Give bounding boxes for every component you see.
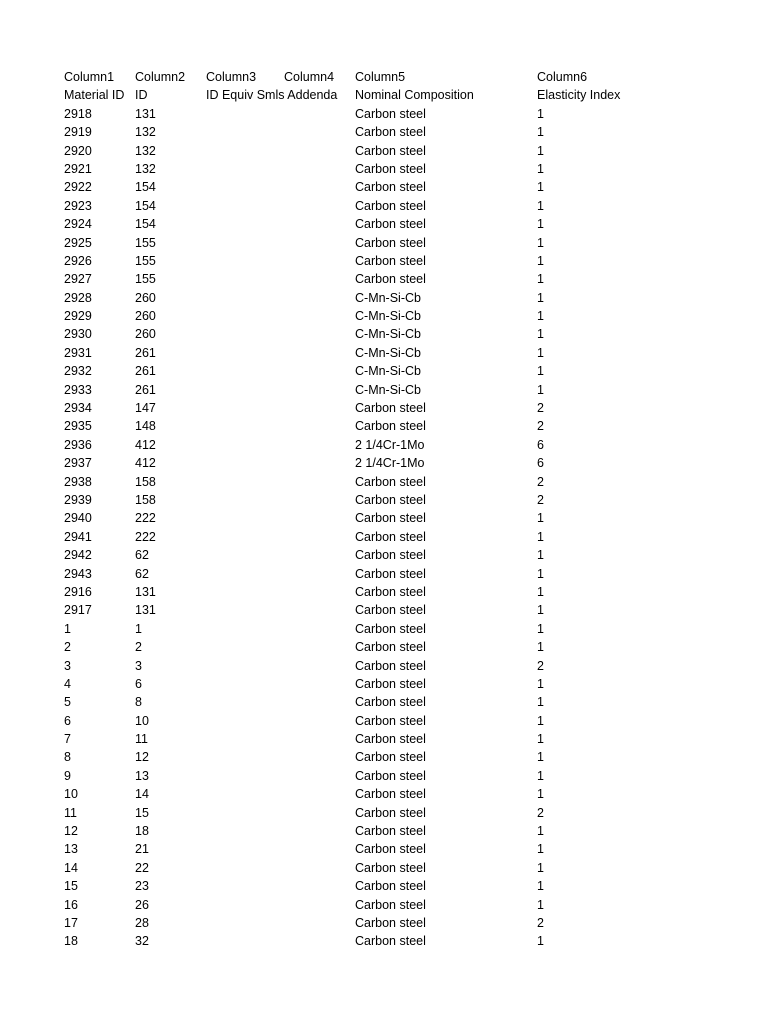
table-row bbox=[0, 325, 768, 343]
table-row bbox=[0, 491, 768, 509]
material-id-cell: 2936 bbox=[64, 437, 92, 452]
table-row bbox=[0, 381, 768, 399]
table-row bbox=[0, 730, 768, 748]
id-cell: 148 bbox=[135, 419, 156, 434]
id-cell: 222 bbox=[135, 529, 156, 544]
header-cell-column1: Column1 bbox=[64, 70, 115, 84]
table-row bbox=[0, 454, 768, 472]
elasticity-index-cell: 1 bbox=[537, 934, 544, 949]
material-id-cell: 17 bbox=[64, 915, 78, 930]
id-cell: 154 bbox=[135, 198, 156, 213]
elasticity-index-cell: 1 bbox=[537, 217, 544, 232]
material-id-cell: 14 bbox=[64, 860, 78, 875]
nominal-composition-cell: Carbon steel bbox=[355, 161, 426, 176]
elasticity-index-cell: 1 bbox=[537, 529, 544, 544]
nominal-composition-cell: C-Mn-Si-Cb bbox=[355, 345, 421, 360]
nominal-composition-cell: Carbon steel bbox=[355, 106, 426, 121]
elasticity-index-cell: 2 bbox=[537, 401, 544, 416]
id-cell: 260 bbox=[135, 327, 156, 342]
material-id-cell: 8 bbox=[64, 750, 71, 765]
elasticity-index-cell: 1 bbox=[537, 511, 544, 526]
nominal-composition-cell: Carbon steel bbox=[355, 640, 426, 655]
table-row bbox=[0, 546, 768, 564]
table-row bbox=[0, 601, 768, 619]
id-cell: 131 bbox=[135, 106, 156, 121]
material-id-cell: 9 bbox=[64, 768, 71, 783]
material-id-cell: 2929 bbox=[64, 309, 92, 324]
material-id-cell: 2935 bbox=[64, 419, 92, 434]
nominal-composition-cell: Carbon steel bbox=[355, 548, 426, 563]
elasticity-index-cell: 1 bbox=[537, 842, 544, 857]
table-row bbox=[0, 896, 768, 914]
table-row bbox=[0, 932, 768, 950]
nominal-composition-cell: C-Mn-Si-Cb bbox=[355, 290, 421, 305]
nominal-composition-cell: Carbon steel bbox=[355, 934, 426, 949]
table-row bbox=[0, 473, 768, 491]
elasticity-index-cell: 1 bbox=[537, 106, 544, 121]
id-cell: 26 bbox=[135, 897, 149, 912]
nominal-composition-cell: Carbon steel bbox=[355, 768, 426, 783]
elasticity-index-cell: 1 bbox=[537, 768, 544, 783]
elasticity-index-cell: 2 bbox=[537, 492, 544, 507]
table-row bbox=[0, 804, 768, 822]
id-cell: 10 bbox=[135, 713, 149, 728]
material-id-cell: 2919 bbox=[64, 125, 92, 140]
material-id-cell: 2938 bbox=[64, 474, 92, 489]
material-id-cell: 2942 bbox=[64, 548, 92, 563]
material-id-cell: 2 bbox=[64, 640, 71, 655]
id-cell: 131 bbox=[135, 584, 156, 599]
material-id-cell: 2917 bbox=[64, 603, 92, 618]
nominal-composition-cell: Carbon steel bbox=[355, 897, 426, 912]
elasticity-index-cell: 2 bbox=[537, 658, 544, 673]
material-id-cell: 1 bbox=[64, 621, 71, 636]
table-row bbox=[0, 785, 768, 803]
elasticity-index-cell: 1 bbox=[537, 290, 544, 305]
nominal-composition-cell: Carbon steel bbox=[355, 603, 426, 618]
material-id-cell: 2937 bbox=[64, 456, 92, 471]
nominal-composition-cell: Carbon steel bbox=[355, 860, 426, 875]
nominal-composition-cell: Carbon steel bbox=[355, 584, 426, 599]
table-row bbox=[0, 436, 768, 454]
material-id-cell: 2943 bbox=[64, 566, 92, 581]
table-row bbox=[0, 234, 768, 252]
material-id-cell: 2918 bbox=[64, 106, 92, 121]
elasticity-index-cell: 1 bbox=[537, 161, 544, 176]
material-id-cell: 2926 bbox=[64, 253, 92, 268]
nominal-composition-cell: Carbon steel bbox=[355, 732, 426, 747]
material-id-cell: 18 bbox=[64, 934, 78, 949]
id-cell: 3 bbox=[135, 658, 142, 673]
id-cell: 132 bbox=[135, 125, 156, 140]
spreadsheet-table bbox=[0, 68, 768, 951]
nominal-composition-cell: Carbon steel bbox=[355, 198, 426, 213]
material-id-cell: 5 bbox=[64, 695, 71, 710]
id-cell: 154 bbox=[135, 217, 156, 232]
elasticity-index-cell: 6 bbox=[537, 456, 544, 471]
nominal-composition-cell: Carbon steel bbox=[355, 474, 426, 489]
elasticity-index-cell: 1 bbox=[537, 345, 544, 360]
elasticity-index-cell: 1 bbox=[537, 860, 544, 875]
table-row bbox=[0, 767, 768, 785]
nominal-composition-cell: Carbon steel bbox=[355, 235, 426, 250]
id-cell: 154 bbox=[135, 180, 156, 195]
table-row bbox=[0, 399, 768, 417]
id-cell: 14 bbox=[135, 787, 149, 802]
elasticity-index-cell: 1 bbox=[537, 125, 544, 140]
table-row bbox=[0, 822, 768, 840]
nominal-composition-cell: Carbon steel bbox=[355, 566, 426, 581]
elasticity-index-cell: 2 bbox=[537, 474, 544, 489]
material-id-cell: 2939 bbox=[64, 492, 92, 507]
nominal-composition-cell: Carbon steel bbox=[355, 272, 426, 287]
material-id-cell: 2922 bbox=[64, 180, 92, 195]
material-id-cell: 3 bbox=[64, 658, 71, 673]
nominal-composition-cell: Carbon steel bbox=[355, 253, 426, 268]
elasticity-index-cell: 1 bbox=[537, 713, 544, 728]
table-row bbox=[0, 215, 768, 233]
id-cell: 412 bbox=[135, 456, 156, 471]
material-id-cell: 2925 bbox=[64, 235, 92, 250]
nominal-composition-cell: Carbon steel bbox=[355, 805, 426, 820]
nominal-composition-cell: Carbon steel bbox=[355, 401, 426, 416]
material-id-cell: 2920 bbox=[64, 143, 92, 158]
elasticity-index-cell: 1 bbox=[537, 603, 544, 618]
material-id-cell: 2923 bbox=[64, 198, 92, 213]
table-row bbox=[0, 657, 768, 675]
elasticity-index-cell: 1 bbox=[537, 879, 544, 894]
id-cell: 222 bbox=[135, 511, 156, 526]
nominal-composition-cell: Carbon steel bbox=[355, 676, 426, 691]
nominal-composition-cell: 2 1/4Cr-1Mo bbox=[355, 456, 425, 471]
elasticity-index-cell: 1 bbox=[537, 584, 544, 599]
id-cell: 62 bbox=[135, 548, 149, 563]
table-row bbox=[0, 289, 768, 307]
id-cell: 11 bbox=[135, 732, 148, 747]
table-row bbox=[0, 160, 768, 178]
id-cell: 412 bbox=[135, 437, 156, 452]
nominal-composition-cell: Carbon steel bbox=[355, 143, 426, 158]
elasticity-index-cell: 2 bbox=[537, 419, 544, 434]
elasticity-index-cell: 1 bbox=[537, 235, 544, 250]
id-cell: 2 bbox=[135, 640, 142, 655]
material-id-cell: 11 bbox=[64, 805, 77, 820]
id-cell: 8 bbox=[135, 695, 142, 710]
elasticity-index-cell: 6 bbox=[537, 437, 544, 452]
table-row bbox=[0, 528, 768, 546]
header-cell-column3: Column3 bbox=[206, 70, 257, 84]
table-row bbox=[0, 675, 768, 693]
id-cell: 260 bbox=[135, 290, 156, 305]
id-cell: 32 bbox=[135, 934, 149, 949]
nominal-composition-cell: C-Mn-Si-Cb bbox=[355, 364, 421, 379]
elasticity-index-cell: 1 bbox=[537, 327, 544, 342]
table-body bbox=[0, 105, 768, 951]
id-cell: 18 bbox=[135, 824, 149, 839]
elasticity-index-cell: 1 bbox=[537, 750, 544, 765]
material-id-cell: 15 bbox=[64, 879, 78, 894]
table-row bbox=[0, 620, 768, 638]
id-cell: 13 bbox=[135, 768, 149, 783]
elasticity-index-cell: 1 bbox=[537, 180, 544, 195]
id-cell: 23 bbox=[135, 879, 149, 894]
table-row bbox=[0, 105, 768, 123]
id-cell: 6 bbox=[135, 676, 142, 691]
material-id-cell: 2924 bbox=[64, 217, 92, 232]
nominal-composition-cell: Carbon steel bbox=[355, 529, 426, 544]
elasticity-index-cell: 2 bbox=[537, 805, 544, 820]
id-cell: 158 bbox=[135, 492, 156, 507]
id-cell: 158 bbox=[135, 474, 156, 489]
nominal-composition-cell: C-Mn-Si-Cb bbox=[355, 382, 421, 397]
table-row bbox=[0, 142, 768, 160]
header-row-field-names bbox=[0, 86, 768, 104]
elasticity-index-cell: 1 bbox=[537, 897, 544, 912]
id-cell: 15 bbox=[135, 805, 149, 820]
table-row bbox=[0, 178, 768, 196]
table-row bbox=[0, 270, 768, 288]
table-row bbox=[0, 583, 768, 601]
elasticity-index-cell: 1 bbox=[537, 695, 544, 710]
nominal-composition-cell: Carbon steel bbox=[355, 750, 426, 765]
header-cell-column6: Column6 bbox=[537, 70, 588, 84]
table-row bbox=[0, 362, 768, 380]
material-id-cell: 2941 bbox=[64, 529, 92, 544]
table-row bbox=[0, 509, 768, 527]
elasticity-index-cell: 1 bbox=[537, 824, 544, 839]
material-id-cell: 7 bbox=[64, 732, 71, 747]
elasticity-index-cell: 1 bbox=[537, 309, 544, 324]
id-cell: 260 bbox=[135, 309, 156, 324]
elasticity-index-cell: 1 bbox=[537, 566, 544, 581]
id-cell: 261 bbox=[135, 382, 156, 397]
table-row bbox=[0, 859, 768, 877]
elasticity-index-cell: 1 bbox=[537, 640, 544, 655]
id-cell: 147 bbox=[135, 401, 156, 416]
header-cell-id: ID bbox=[135, 88, 148, 103]
nominal-composition-cell: 2 1/4Cr-1Mo bbox=[355, 437, 425, 452]
table-row bbox=[0, 123, 768, 141]
nominal-composition-cell: Carbon steel bbox=[355, 824, 426, 839]
nominal-composition-cell: C-Mn-Si-Cb bbox=[355, 309, 421, 324]
id-cell: 261 bbox=[135, 364, 156, 379]
id-cell: 131 bbox=[135, 603, 156, 618]
nominal-composition-cell: Carbon steel bbox=[355, 217, 426, 232]
nominal-composition-cell: Carbon steel bbox=[355, 621, 426, 636]
elasticity-index-cell: 1 bbox=[537, 732, 544, 747]
header-cell-column4: Column4 bbox=[284, 70, 335, 84]
nominal-composition-cell: Carbon steel bbox=[355, 787, 426, 802]
nominal-composition-cell: Carbon steel bbox=[355, 658, 426, 673]
material-id-cell: 2932 bbox=[64, 364, 92, 379]
id-cell: 12 bbox=[135, 750, 149, 765]
nominal-composition-cell: Carbon steel bbox=[355, 713, 426, 728]
elasticity-index-cell: 1 bbox=[537, 272, 544, 287]
material-id-cell: 2930 bbox=[64, 327, 92, 342]
header-cell-elasticity-index: Elasticity Index bbox=[537, 88, 621, 103]
material-id-cell: 2940 bbox=[64, 511, 92, 526]
table-row bbox=[0, 197, 768, 215]
elasticity-index-cell: 1 bbox=[537, 253, 544, 268]
material-id-cell: 12 bbox=[64, 824, 78, 839]
material-id-cell: 10 bbox=[64, 787, 78, 802]
id-cell: 22 bbox=[135, 860, 149, 875]
id-cell: 261 bbox=[135, 345, 156, 360]
table-row bbox=[0, 638, 768, 656]
id-cell: 132 bbox=[135, 161, 156, 176]
table-row bbox=[0, 748, 768, 766]
table-row bbox=[0, 565, 768, 583]
material-id-cell: 2927 bbox=[64, 272, 92, 287]
nominal-composition-cell: Carbon steel bbox=[355, 842, 426, 857]
id-cell: 155 bbox=[135, 235, 156, 250]
elasticity-index-cell: 1 bbox=[537, 382, 544, 397]
elasticity-index-cell: 1 bbox=[537, 198, 544, 213]
table-row bbox=[0, 877, 768, 895]
material-id-cell: 2921 bbox=[64, 161, 92, 176]
nominal-composition-cell: Carbon steel bbox=[355, 419, 426, 434]
elasticity-index-cell: 1 bbox=[537, 676, 544, 691]
material-id-cell: 2933 bbox=[64, 382, 92, 397]
elasticity-index-cell: 1 bbox=[537, 364, 544, 379]
material-id-cell: 2928 bbox=[64, 290, 92, 305]
nominal-composition-cell: Carbon steel bbox=[355, 879, 426, 894]
nominal-composition-cell: Carbon steel bbox=[355, 915, 426, 930]
table-row bbox=[0, 417, 768, 435]
elasticity-index-cell: 2 bbox=[537, 915, 544, 930]
header-cell-nominal-composition: Nominal Composition bbox=[355, 88, 474, 103]
id-cell: 155 bbox=[135, 253, 156, 268]
header-cell-material-id: Material ID bbox=[64, 88, 125, 103]
nominal-composition-cell: Carbon steel bbox=[355, 492, 426, 507]
header-cell-id-equiv-smls-addenda: ID Equiv Smls Addenda bbox=[206, 88, 338, 103]
nominal-composition-cell: C-Mn-Si-Cb bbox=[355, 327, 421, 342]
elasticity-index-cell: 1 bbox=[537, 787, 544, 802]
elasticity-index-cell: 1 bbox=[537, 621, 544, 636]
table-row bbox=[0, 712, 768, 730]
id-cell: 62 bbox=[135, 566, 149, 581]
nominal-composition-cell: Carbon steel bbox=[355, 511, 426, 526]
table-row bbox=[0, 252, 768, 270]
id-cell: 1 bbox=[135, 621, 142, 636]
id-cell: 21 bbox=[135, 842, 149, 857]
material-id-cell: 2916 bbox=[64, 584, 92, 599]
nominal-composition-cell: Carbon steel bbox=[355, 125, 426, 140]
material-id-cell: 2931 bbox=[64, 345, 92, 360]
table-row bbox=[0, 307, 768, 325]
material-id-cell: 2934 bbox=[64, 401, 92, 416]
elasticity-index-cell: 1 bbox=[537, 143, 544, 158]
table-row bbox=[0, 344, 768, 362]
nominal-composition-cell: Carbon steel bbox=[355, 180, 426, 195]
header-cell-column5: Column5 bbox=[355, 70, 406, 84]
table-row bbox=[0, 693, 768, 711]
material-id-cell: 16 bbox=[64, 897, 78, 912]
header-row-column-names bbox=[0, 68, 768, 86]
table-row bbox=[0, 914, 768, 932]
nominal-composition-cell: Carbon steel bbox=[355, 695, 426, 710]
id-cell: 155 bbox=[135, 272, 156, 287]
table-row bbox=[0, 840, 768, 858]
id-cell: 132 bbox=[135, 143, 156, 158]
header-cell-column2: Column2 bbox=[135, 70, 186, 84]
material-id-cell: 13 bbox=[64, 842, 78, 857]
elasticity-index-cell: 1 bbox=[537, 548, 544, 563]
material-id-cell: 6 bbox=[64, 713, 71, 728]
material-id-cell: 4 bbox=[64, 676, 71, 691]
id-cell: 28 bbox=[135, 915, 149, 930]
